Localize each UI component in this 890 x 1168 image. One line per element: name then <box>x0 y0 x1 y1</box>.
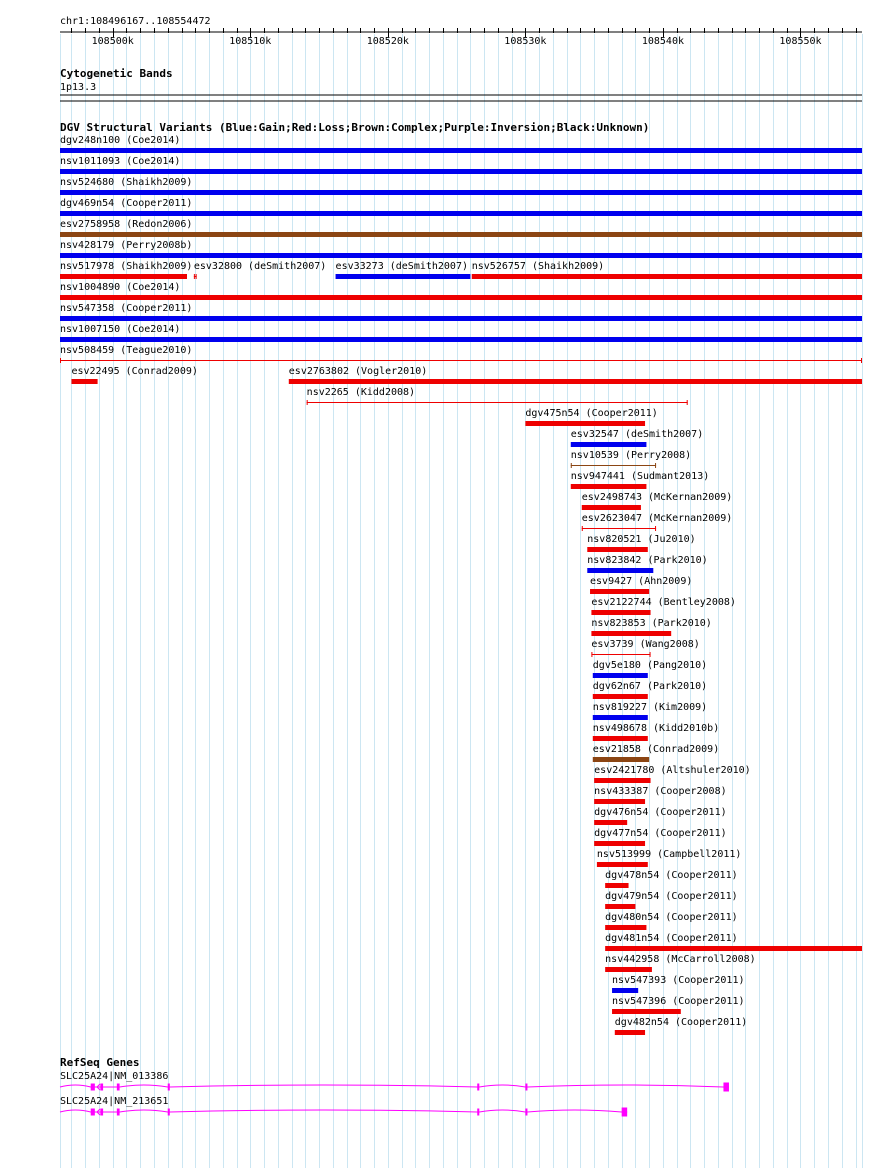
variant[interactable] <box>605 912 737 930</box>
variant[interactable] <box>591 618 711 636</box>
variant-label: esv2763802 (Vogler2010) <box>288 366 428 377</box>
variant-bar <box>60 295 862 300</box>
variant[interactable] <box>587 555 707 573</box>
ruler-tick-label: 108540k <box>641 36 685 47</box>
variant-label: nsv823853 (Park2010) <box>591 618 712 629</box>
refseq-title: RefSeq Genes <box>60 1056 140 1069</box>
variant[interactable] <box>194 261 326 279</box>
variant-bar <box>60 148 862 153</box>
variant-label: nsv823842 (Park2010) <box>587 555 708 566</box>
variant[interactable] <box>612 996 744 1014</box>
variant[interactable] <box>582 513 733 531</box>
variant-bar <box>60 232 862 237</box>
variant-bar <box>594 778 650 783</box>
variant-label: dgv482n54 (Cooper2011) <box>614 1017 748 1028</box>
variant-bar <box>60 190 862 195</box>
variant-bar <box>71 379 97 384</box>
refseq-transcript[interactable] <box>60 1071 729 1092</box>
exon <box>91 1084 95 1091</box>
variant[interactable] <box>594 786 726 804</box>
variant[interactable] <box>60 198 862 216</box>
intron-line <box>60 1110 627 1112</box>
variant-label: dgv476n54 (Cooper2011) <box>594 807 727 818</box>
variant-bar <box>587 547 648 552</box>
variant-label: nsv513999 (Campbell2011) <box>596 849 742 860</box>
variant[interactable] <box>60 219 862 237</box>
variant[interactable] <box>60 303 862 321</box>
variant-label: dgv62n67 (Park2010) <box>592 681 708 692</box>
variant-bar <box>60 274 187 279</box>
variant-bar <box>60 211 862 216</box>
cytoband-label: 1p13.3 <box>60 82 97 93</box>
variant-label: nsv442958 (McCarroll2008) <box>605 954 756 965</box>
exon <box>168 1109 170 1116</box>
variant[interactable] <box>605 870 737 888</box>
variant-label: nsv517978 (Shaikh2009) <box>60 261 193 272</box>
variant-bar <box>594 841 645 846</box>
variant-bar <box>60 316 862 321</box>
variant[interactable] <box>60 177 862 195</box>
variant-label: esv2498743 (McKernan2009) <box>581 492 733 503</box>
variant[interactable] <box>571 450 691 468</box>
variant[interactable] <box>605 954 756 972</box>
variant[interactable] <box>60 324 862 342</box>
variant-bar <box>605 967 652 972</box>
variant[interactable] <box>605 891 737 909</box>
variant-label: nsv820521 (Ju2010) <box>587 534 696 545</box>
variant[interactable] <box>594 828 726 846</box>
variant[interactable] <box>594 807 726 825</box>
exon <box>117 1109 120 1116</box>
variant-bar <box>590 589 649 594</box>
variant-bar <box>597 862 648 867</box>
variant-label: dgv479n54 (Cooper2011) <box>605 891 738 902</box>
variant-label: nsv2265 (Kidd2008) <box>306 387 416 398</box>
variant[interactable] <box>525 408 657 426</box>
variant-label: esv32800 (deSmith2007) <box>193 261 327 272</box>
exon <box>525 1084 527 1091</box>
variant-label: esv9427 (Ahn2009) <box>590 576 693 587</box>
variant-bar <box>571 442 647 447</box>
ruler-tick-label: 108530k <box>504 36 547 47</box>
exon <box>100 1084 103 1091</box>
variant-label: nsv428179 (Perry2008b) <box>60 240 193 251</box>
variant-bar <box>571 484 647 489</box>
variant-label: nsv433387 (Cooper2008) <box>594 786 727 797</box>
variant[interactable] <box>593 744 719 762</box>
variant[interactable] <box>60 135 862 153</box>
variant-bar <box>60 253 862 258</box>
variant[interactable] <box>593 723 719 741</box>
transcript-label: SLC25A24|NM_213651 <box>60 1096 169 1107</box>
cytoband-title: Cytogenetic Bands <box>60 67 173 80</box>
variant[interactable] <box>472 261 862 279</box>
variant-label: esv2122744 (Bentley2008) <box>591 597 736 608</box>
variant[interactable] <box>605 933 862 951</box>
variant[interactable] <box>571 471 709 489</box>
exon <box>100 1109 103 1116</box>
variant-label: esv2758958 (Redon2006) <box>60 219 193 230</box>
variant-bar <box>525 421 645 426</box>
transcript-label: SLC25A24|NM_013386 <box>60 1071 169 1082</box>
variant-label: nsv547358 (Cooper2011) <box>60 303 193 314</box>
variant-label: esv2623047 (McKernan2009) <box>581 513 733 524</box>
ruler-ticks <box>72 28 857 47</box>
variant[interactable] <box>571 429 703 447</box>
variant[interactable] <box>612 975 744 993</box>
variant-label: nsv498678 (Kidd2010b) <box>592 723 720 734</box>
variant-bar <box>594 820 627 825</box>
variant[interactable] <box>60 282 862 300</box>
variant-bar <box>612 1009 681 1014</box>
variant-label: nsv1007150 (Coe2014) <box>60 324 181 335</box>
variant-label: dgv480n54 (Cooper2011) <box>605 912 738 923</box>
variant-label: dgv477n54 (Cooper2011) <box>594 828 727 839</box>
variant-label: esv21858 (Conrad2009) <box>592 744 720 755</box>
variant-label: esv3739 (Wang2008) <box>591 639 700 650</box>
variant-bar <box>593 757 649 762</box>
exon <box>477 1084 479 1091</box>
dgv-track <box>60 121 862 1035</box>
variant[interactable] <box>591 639 699 657</box>
variant-bar <box>594 799 645 804</box>
dgv-variant-rows <box>60 135 862 1035</box>
exon <box>723 1083 729 1092</box>
variant-label: esv33273 (deSmith2007) <box>335 261 469 272</box>
intron-line <box>60 1085 729 1087</box>
variant-label: nsv524680 (Shaikh2009) <box>60 177 193 188</box>
variant-bar <box>472 274 862 279</box>
variant-label: esv32547 (deSmith2007) <box>570 429 704 440</box>
variant-label: nsv1004890 (Coe2014) <box>60 282 181 293</box>
cytoband-track <box>60 67 862 101</box>
ruler-tick-label: 108520k <box>366 36 409 47</box>
variant[interactable] <box>615 1017 747 1035</box>
variant-bar <box>587 568 653 573</box>
variant-bar <box>60 337 862 342</box>
variant-label: dgv5e180 (Pang2010) <box>592 660 708 671</box>
variant-bar <box>593 715 648 720</box>
variant-bar <box>615 1030 645 1035</box>
exon <box>477 1109 479 1116</box>
variant-bar <box>582 505 641 510</box>
variant-bar <box>605 925 646 930</box>
variant[interactable] <box>597 849 742 867</box>
variant[interactable] <box>594 765 751 783</box>
variant-label: nsv1011093 (Coe2014) <box>60 156 181 167</box>
variant[interactable] <box>60 261 192 279</box>
variant-label: nsv819227 (Kim2009) <box>592 702 708 713</box>
refseq-track <box>60 1056 729 1117</box>
variant-label: esv22495 (Conrad2009) <box>71 366 198 377</box>
ruler-track <box>60 16 862 47</box>
ruler-tick-label: 108500k <box>91 36 134 47</box>
variant-bar <box>289 379 862 384</box>
variant-bar <box>593 736 648 741</box>
exon <box>91 1109 95 1116</box>
refseq-transcripts <box>60 1071 729 1117</box>
exon <box>117 1084 120 1091</box>
location-label: chr1:108496167..108554472 <box>60 16 211 27</box>
exon <box>525 1109 527 1116</box>
variant-bar <box>593 673 648 678</box>
variant-bar <box>336 274 471 279</box>
variant[interactable] <box>582 492 733 510</box>
variant-label: dgv469n54 (Cooper2011) <box>60 198 193 209</box>
variant-bar <box>60 169 862 174</box>
variant[interactable] <box>71 366 197 384</box>
variant-label: nsv947441 (Sudmant2013) <box>570 471 710 482</box>
variant-label: nsv547396 (Cooper2011) <box>612 996 745 1007</box>
variant-label: dgv478n54 (Cooper2011) <box>605 870 738 881</box>
variant-label: esv2421780 (Altshuler2010) <box>594 765 751 776</box>
variant-label: nsv508459 (Teague2010) <box>60 345 193 356</box>
variant-label: dgv475n54 (Cooper2011) <box>525 408 658 419</box>
ruler-tick-label: 108550k <box>779 36 822 47</box>
exon <box>168 1084 170 1091</box>
refseq-transcript[interactable] <box>60 1096 627 1117</box>
variant-bar <box>605 946 862 951</box>
variant[interactable] <box>336 261 471 279</box>
variant-bar <box>593 694 648 699</box>
variant[interactable] <box>587 534 695 552</box>
variant-bar <box>591 610 650 615</box>
variant-label: nsv10539 (Perry2008) <box>570 450 692 461</box>
variant[interactable] <box>60 345 862 363</box>
variant-bar <box>612 988 638 993</box>
variant[interactable] <box>307 387 688 405</box>
ruler-tick-label: 108510k <box>229 36 272 47</box>
variant-label: dgv481n54 (Cooper2011) <box>605 933 738 944</box>
variant[interactable] <box>289 366 862 384</box>
variant-bar <box>605 883 628 888</box>
variant-label: nsv547393 (Cooper2011) <box>612 975 745 986</box>
variant-label: nsv526757 (Shaikh2009) <box>471 261 605 272</box>
variant[interactable] <box>60 240 862 258</box>
variant-label: dgv248n100 (Coe2014) <box>60 135 181 146</box>
variant[interactable] <box>60 156 862 174</box>
variant-bar <box>591 631 671 636</box>
variant-bar <box>605 904 635 909</box>
dgv-title: DGV Structural Variants (Blue:Gain;Red:Loss;Brown:Complex;Purple:Inversion;Black:Unknown) <box>60 121 650 134</box>
exon <box>622 1108 628 1117</box>
